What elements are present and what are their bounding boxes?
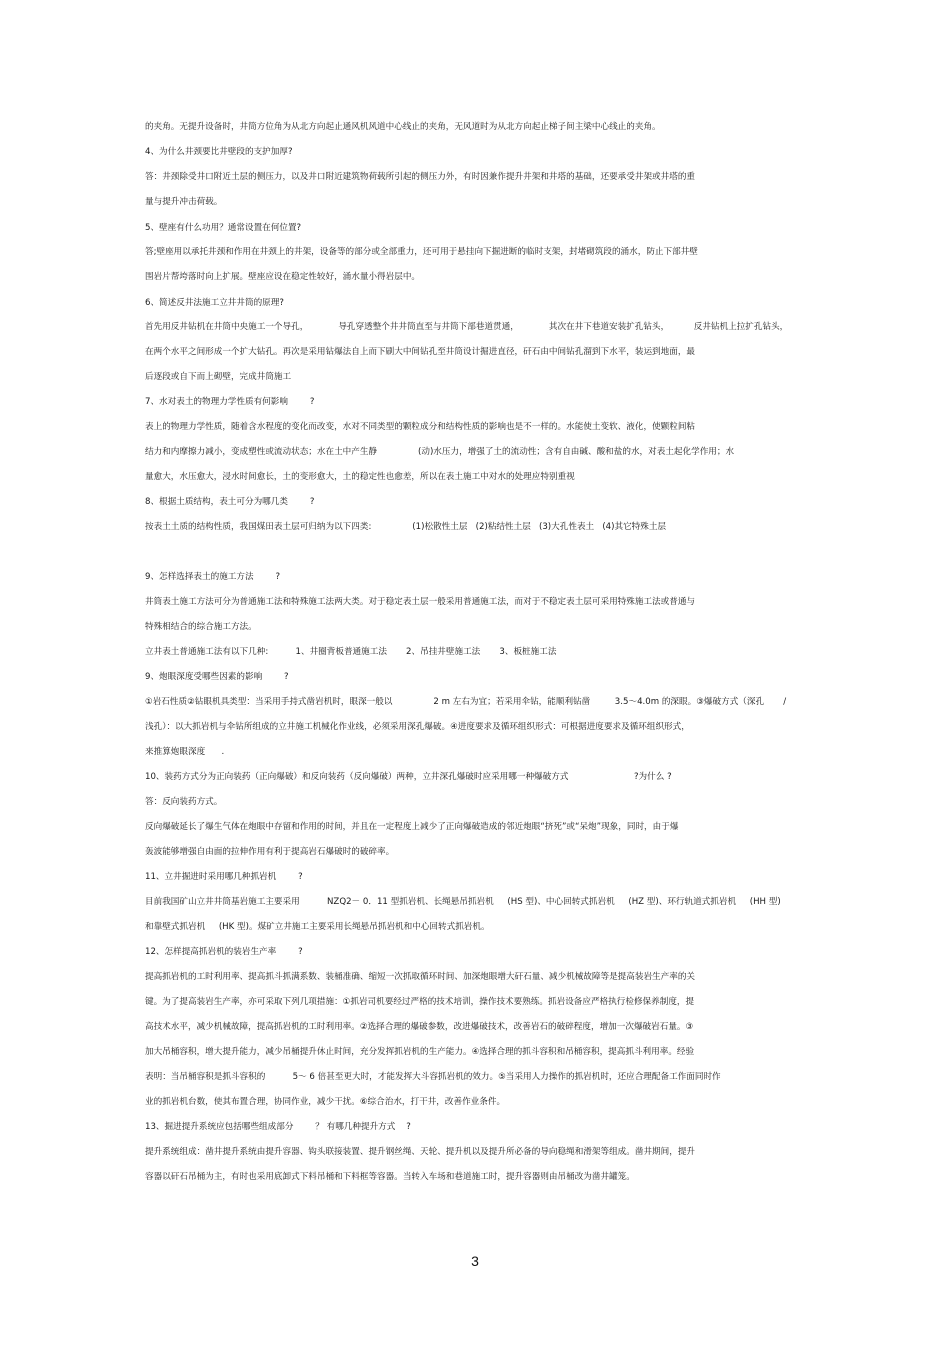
- text-line: 键。为了提高装岩生产率，亦可采取下列几项措施：①抓岩司机要经过严格的技术培训，操作技术要熟练。抓岩设备应严格执行检修保养制度，提: [145, 997, 695, 1007]
- text-line: 来推算炮眼深度 .: [145, 747, 225, 757]
- text-line: 答;壁座用以承托井颈和作用在井颈上的井架，设备等的部分或全部重力，还可用于悬挂向下掘进断的临时支架，封堵砌筑段的涌水，防止下部井壁: [145, 247, 698, 257]
- text-line: 浅孔）：以大抓岩机与伞钻所组成的立井施工机械化作业线，必须采用深孔爆破。④进度要求及循环组织形式：可根据进度要求及循环组织形式，: [145, 722, 690, 732]
- text-line: 提升系统组成：凿井提升系统由提升容器、钩头联接装置、提升钢丝绳、天轮、提升机以及提升所必备的导向稳绳和滑架等组成。凿井期间，提升: [145, 1147, 696, 1157]
- question-heading: 4、为什么井颈要比井壁段的支护加厚?: [145, 147, 293, 157]
- text-line: 答：反向装药方式。: [145, 797, 223, 807]
- question-heading: 9、怎样选择表土的施工方法 ?: [145, 572, 281, 582]
- question-heading: 12、怎样提高抓岩机的装岩生产率 ?: [145, 947, 303, 957]
- question-heading: 7、水对表土的物理力学性质有何影响 ?: [145, 397, 315, 407]
- question-heading: 5、壁座有什么功用？通常设置在何位置?: [145, 223, 302, 233]
- text-line: 反向爆破延长了爆生气体在炮眼中存留和作用的时间，并且在一定程度上减少了正向爆破造成的邻近炮眼“挤死”或“呆炮”现象，同时，由于爆: [145, 822, 679, 832]
- text-line: ①岩石性质②钻眼机具类型：当采用手持式凿岩机时，眼深一般以 2 m 左右为宜；若采用伞钻，能顺利钻凿 3.5～4.0m 的深眼。③爆破方式（深孔 /: [145, 697, 787, 707]
- text-line: 高技术水平，减少机械故障，提高抓岩机的工时利用率。②选择合理的爆破参数，改进爆破技术，改善岩石的破碎程度，增加一次爆破岩石量。③: [145, 1022, 694, 1032]
- text-line: 量愈大，水压愈大，浸水时间愈长，土的变形愈大，土的稳定性也愈差，所以在表土施工中对水的处理应特别重视: [145, 472, 575, 482]
- text-line: 答：井颈除受井口附近土层的侧压力，以及井口附近建筑物荷载所引起的侧压力外，有时因兼作提升井架和井塔的基础，还要承受井架或井塔的重: [145, 172, 696, 182]
- text-line: 加大吊桶容积，增大提升能力，减少吊桶提升休止时间，充分发挥抓岩机的生产能力。④选择合理的抓斗容积和吊桶容积，提高抓斗利用率。经验: [145, 1047, 695, 1057]
- question-heading: 10、装药方式分为正向装药（正向爆破）和反向装药（反向爆破）两种，立井深孔爆破时应采用哪一种爆破方式 ?为什么 ?: [145, 772, 672, 782]
- text-line: 和靠壁式抓岩机 (HK 型)。煤矿立井施工主要采用长绳悬吊抓岩机和中心回转式抓岩机。: [145, 922, 490, 932]
- text-line: 特殊相结合的综合施工方法。: [145, 622, 257, 632]
- text-line: 的夹角。无提升设备时，井筒方位角为从北方向起止通风机风道中心线止的夹角，无风道时为从北方向起止梯子间主梁中心线止的夹角。: [145, 122, 661, 132]
- question-heading: 9、炮眼深度受哪些因素的影响 ?: [145, 672, 289, 682]
- text-line: 提高抓岩机的工时利用率、提高抓斗抓满系数、装桶准确、缩短一次抓取循环时间、加深炮眼增大矸石量、减少机械故障等是提高装岩生产率的关: [145, 972, 696, 982]
- question-heading: 8、根据土质结构，表土可分为哪几类 ?: [145, 497, 315, 507]
- text-line: 容器以矸石吊桶为主，有时也采用底卸式下料吊桶和下料框等容器。当转入车场和巷道施工时，提升容器则由吊桶改为凿井罐笼。: [145, 1172, 635, 1182]
- text-line: 业的抓岩机台数，使其布置合理，协同作业，减少干扰。⑥综合治水，打干井，改善作业条件。: [145, 1097, 506, 1107]
- text-line: 井筒表土施工方法可分为普通施工法和特殊施工法两大类。对于稳定表土层一般采用普通施工法，而对于不稳定表土层可采用特殊施工法或普通与: [145, 597, 696, 607]
- text-line: 目前我国矿山立井井筒基岩施工主要采用 NZQ2－ 0．11 型抓岩机、长绳悬吊抓岩机 (HS 型)、中心回转式抓岩机 (HZ 型)、环行轨道式抓岩机 (HH 型): [145, 897, 781, 907]
- text-line: 围岩片帮垮落时向上扩展。壁座应设在稳定性较好，涌水量小得岩层中。: [145, 272, 421, 282]
- question-heading: 6、简述反井法施工立井井筒的原理?: [145, 298, 284, 308]
- text-line: 后逐段或自下而上砌壁，完成井筒施工: [145, 372, 292, 382]
- text-line: 在两个水平之间形成一个扩大钻孔。再次是采用钻爆法自上而下刷大中间钻孔至井筒设计掘进直径，矸石由中间钻孔溜到下水平，装运到地面，最: [145, 347, 696, 357]
- question-heading: 11、立井掘进时采用哪几种抓岩机 ?: [145, 872, 303, 882]
- text-line: 表明：当吊桶容积是抓斗容积的 5～ 6 倍甚至更大时，才能发挥大斗容抓岩机的效力。⑤当采用人力操作的抓岩机时，还应合理配备工作面同时作: [145, 1072, 721, 1082]
- question-heading: 13、掘进提升系统应包括哪些组成部分 ？ 有哪几种提升方式 ?: [145, 1122, 411, 1132]
- text-line: 按表土土质的结构性质，我国煤田表土层可归纳为以下四类: (1)松散性土层 (2)粘结性土层 (3)大孔性表土 (4)其它特殊土层: [145, 522, 667, 532]
- text-line: 表上的物理力学性质，随着含水程度的变化而改变，水对不同类型的颗粒成分和结构性质的影响也是不一样的。水能使土变软、液化，使颗粒间粘: [145, 422, 696, 432]
- text-line: 立井表土普通施工法有以下几种: 1、井圈背板普通施工法 2、吊挂井壁施工法 3、板桩施工法: [145, 647, 557, 657]
- page-number: 3: [471, 1253, 479, 1269]
- text-line: 首先用反井钻机在井筒中央施工一个导孔， 导孔穿透整个井井筒直至与井筒下部巷道贯通， 其次在井下巷道安装扩孔钻头， 反井钻机上拉扩孔钻头，: [145, 322, 789, 332]
- text-line: 结力和内摩擦力减小，变成塑性或流动状态；水在土中产生静 (动)水压力，增强了土的流动性；含有自由碱、酸和盐的水，对表土起化学作用；水: [145, 447, 735, 457]
- text-line: 轰波能够增强自由面的拉伸作用有利于提高岩石爆破时的破碎率。: [145, 847, 395, 857]
- text-line: 量与提升冲击荷载。: [145, 197, 223, 207]
